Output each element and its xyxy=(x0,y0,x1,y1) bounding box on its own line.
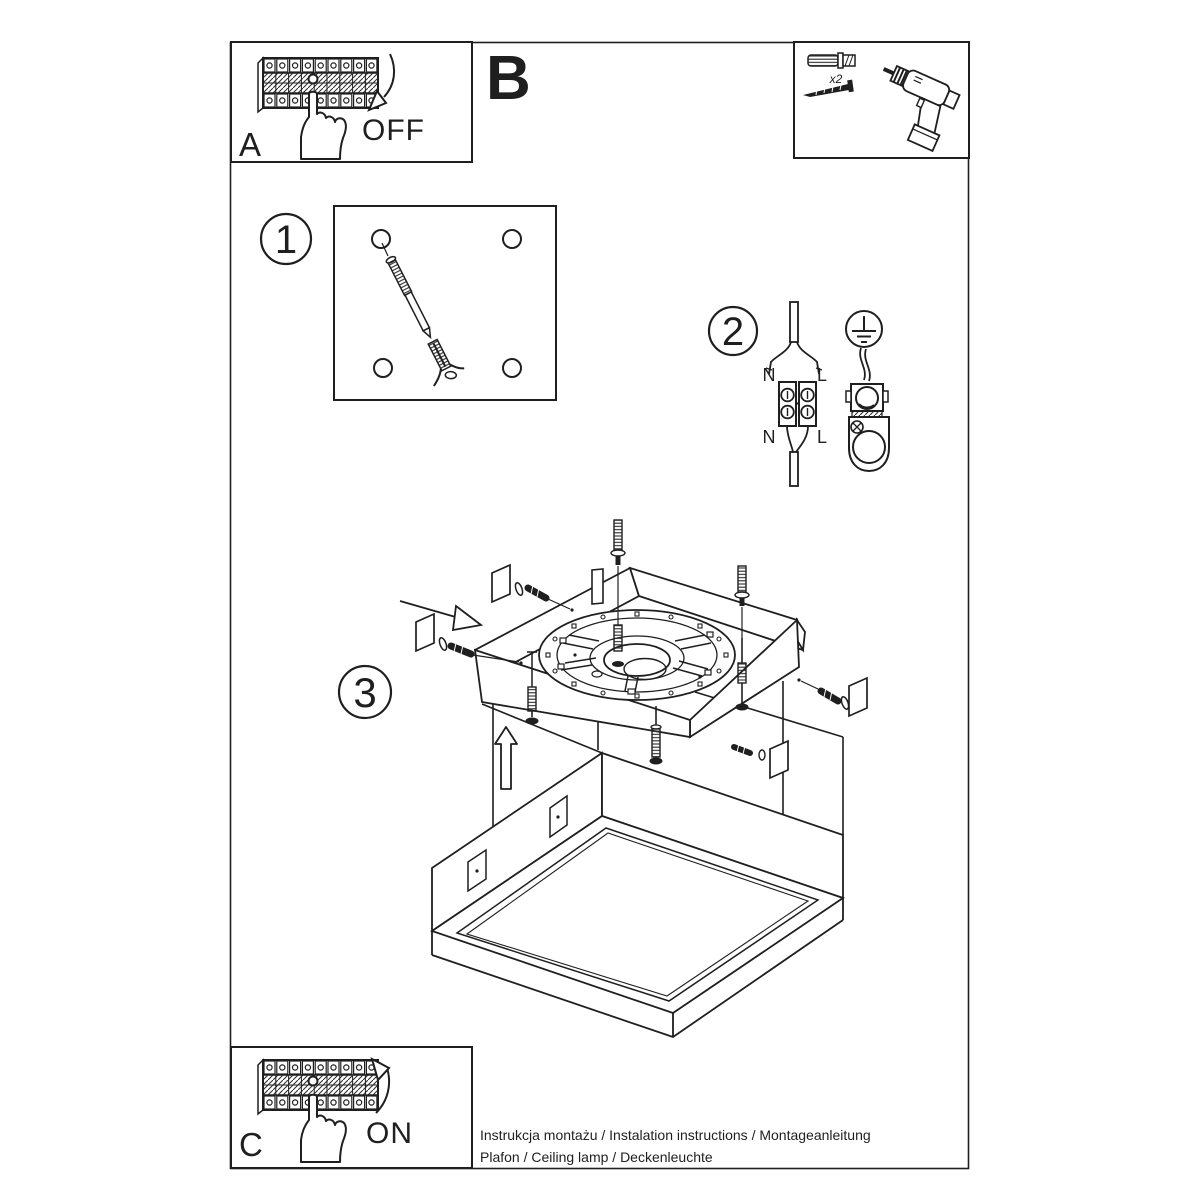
wall-plug-icon xyxy=(808,53,855,68)
mounting-bracket-drawing xyxy=(475,568,805,737)
side-screw-set-upper-left xyxy=(492,565,574,612)
sheet-label: B xyxy=(486,44,531,113)
step-3-number: 3 xyxy=(353,669,377,716)
off-label: OFF xyxy=(362,114,425,147)
side-screw-set-lower-right xyxy=(734,741,788,778)
side-screw-set-right xyxy=(797,678,867,716)
insert-arrow-icon xyxy=(400,601,481,630)
panel-c-label: C xyxy=(239,1126,263,1163)
earth-symbol-icon xyxy=(846,311,882,347)
hanging-screw-left-icon xyxy=(526,652,539,725)
live-label-top: L xyxy=(816,365,828,385)
neutral-label-top: N xyxy=(762,365,776,385)
terminal-block-icon xyxy=(779,382,816,426)
footer-title-block xyxy=(480,1127,871,1165)
up-arrow-icon xyxy=(495,727,517,789)
panel-a-box xyxy=(231,42,472,163)
ceiling-plate-drawing xyxy=(334,206,556,400)
mains-cable-icon xyxy=(766,302,822,374)
panel-c-box xyxy=(231,1047,472,1168)
step-1 xyxy=(261,206,556,400)
step-2-number: 2 xyxy=(721,310,745,354)
footer-title: Instrukcja montażu / Instalation instructions / Montageanleitung xyxy=(480,1127,871,1143)
panel-a-label: A xyxy=(239,126,262,163)
step-3 xyxy=(339,520,867,1037)
lamp-cable-icon xyxy=(787,426,808,486)
on-label: ON xyxy=(366,1117,413,1150)
neutral-label-bottom: N xyxy=(762,427,776,447)
step-1-number: 1 xyxy=(274,218,298,262)
live-label-bottom: L xyxy=(816,427,828,447)
ground-terminal-icon xyxy=(846,348,889,471)
step-2 xyxy=(709,302,889,486)
quantity-label: x2 xyxy=(829,72,843,86)
round-plate-drawing xyxy=(539,610,735,700)
footer-subtitle: Plafon / Ceiling lamp / Deckenleuchte xyxy=(480,1149,713,1165)
tools-box xyxy=(794,42,969,158)
